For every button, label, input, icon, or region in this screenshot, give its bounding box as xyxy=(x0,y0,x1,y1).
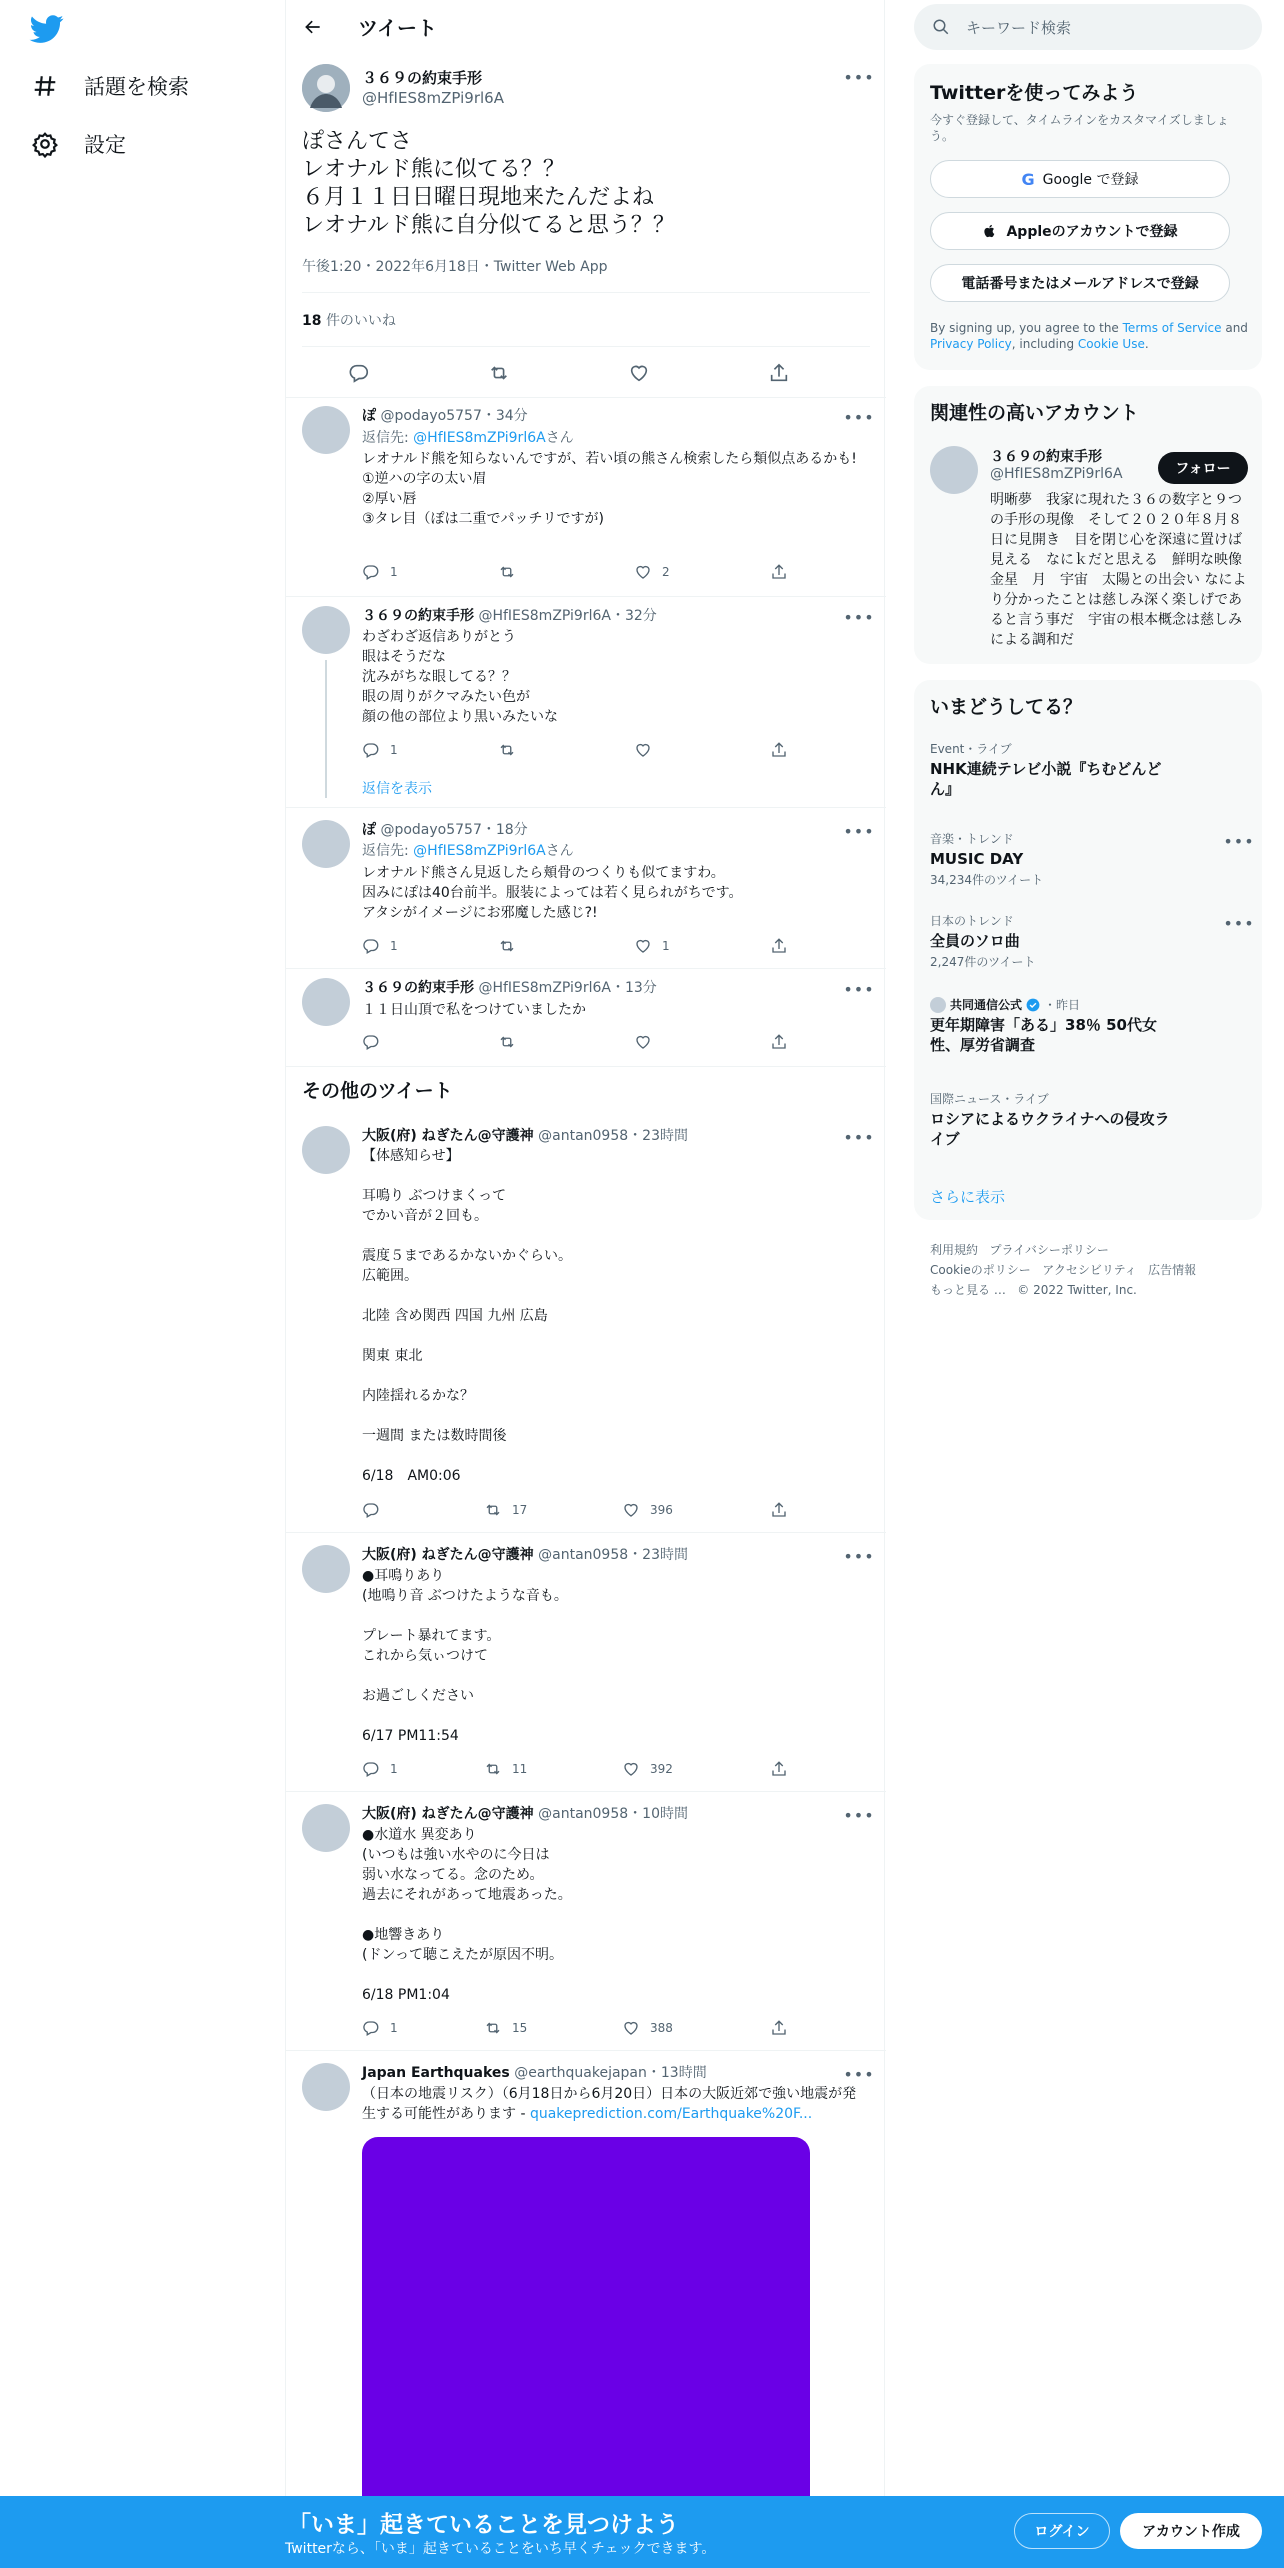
phone-email-signup-button[interactable] xyxy=(930,264,1230,302)
more-icon: ••• xyxy=(1223,913,1255,933)
like-count: 396 xyxy=(650,1503,673,1517)
retweet-icon xyxy=(498,563,516,581)
more-options-button[interactable] xyxy=(1223,912,1255,934)
tweet-link[interactable]: quakeprediction.com/Earthquake%20F... xyxy=(529,2106,813,2122)
heart-icon xyxy=(622,1760,640,1778)
replying-to-suffix: さん xyxy=(545,430,574,446)
more-options-button[interactable] xyxy=(843,978,875,1000)
twitter-logo-icon[interactable] xyxy=(30,12,66,48)
like-button[interactable] xyxy=(634,563,670,581)
more-options-button[interactable] xyxy=(843,1804,875,1826)
divider xyxy=(302,346,870,347)
retweet-icon xyxy=(484,1501,502,1519)
replying-to-prefix: 返信先: xyxy=(362,430,414,446)
thread-line xyxy=(325,660,327,798)
reply-count: 1 xyxy=(390,565,398,579)
retweet-button[interactable] xyxy=(498,563,526,581)
tweet-time[interactable]: ・23時間 xyxy=(628,1128,688,1144)
retweet-icon xyxy=(498,741,516,759)
reply-icon xyxy=(362,1033,380,1051)
trends-title: いまどうしてる？ xyxy=(930,696,1083,718)
page-title: ツイート xyxy=(358,16,437,40)
like-button[interactable] xyxy=(622,2019,673,2037)
tweet-author-handle[interactable]: @HfIES8mZPi9rl6A xyxy=(362,89,504,107)
likes-label: 件のいいね xyxy=(325,313,396,329)
avatar[interactable] xyxy=(302,606,350,654)
tweet-text xyxy=(362,2084,862,2124)
avatar[interactable] xyxy=(302,978,350,1026)
heart-icon xyxy=(634,741,652,759)
reply-author-handle[interactable]: @HfIES8mZPi9rl6A xyxy=(478,608,611,624)
retweet-button[interactable] xyxy=(498,741,526,759)
bottom-bar-title: 「いま」起きていることを見つけよう xyxy=(288,2512,679,2538)
retweet-button[interactable] xyxy=(484,1501,527,1519)
reply-author-handle[interactable]: @podayo5757 xyxy=(380,408,482,424)
retweet-button[interactable] xyxy=(498,1033,526,1051)
share-icon xyxy=(770,563,788,581)
bottom-signup-bar xyxy=(0,2496,1284,2568)
reply-icon xyxy=(362,563,380,581)
nav-explore-label: 話題を検索 xyxy=(84,75,189,99)
tweet-author-handle[interactable]: @antan0958 xyxy=(538,1806,629,1822)
more-icon: ••• xyxy=(843,1546,875,1566)
back-button[interactable] xyxy=(298,12,328,42)
more-icon: ••• xyxy=(843,67,875,87)
tweet-author-name[interactable]: 大阪(府) ねぎたん@守護神 xyxy=(362,1547,534,1563)
login-button[interactable]: ログイン xyxy=(1014,2513,1110,2549)
reply-count: 1 xyxy=(390,1762,398,1776)
reply-author-name[interactable]: ぽ xyxy=(362,822,376,838)
reply-action-bar xyxy=(362,934,862,958)
more-options-button[interactable] xyxy=(843,820,875,842)
related-accounts-card xyxy=(914,386,1262,664)
reply-time[interactable]: ・13分 xyxy=(610,980,657,996)
like-button[interactable] xyxy=(634,1033,662,1051)
related-bio: 明晰夢 我家に現れた３６の数字と９つの手形の現像 そして２０２０年８月８日に見開き 目を閉じ心を深遠に置けば見える なにｋだと思える 鮮明な映像 金星 月 宇宙 太陽との出会い なにより分かったことは慈しみ深く楽しげであると言う事だ 宇宙の根本概念は慈しみによる調和だ xyxy=(990,492,1256,648)
divider xyxy=(286,2050,886,2051)
share-button[interactable] xyxy=(768,362,790,384)
apple-signup-button[interactable] xyxy=(930,212,1230,250)
like-count: 392 xyxy=(650,1762,673,1776)
reply-author-name[interactable]: ３６９の約束手形 xyxy=(362,980,474,996)
heart-icon xyxy=(622,1501,640,1519)
more-icon: ••• xyxy=(843,1127,875,1147)
phone-email-signup-label: 電話番号またはメールアドレスで登録 xyxy=(961,276,1199,292)
tweet-header xyxy=(362,1545,688,1565)
reply-header xyxy=(362,978,657,998)
tweet-author-handle[interactable]: @antan0958 xyxy=(538,1547,629,1563)
like-count: 388 xyxy=(650,2021,673,2035)
more-icon: ••• xyxy=(843,407,875,427)
heart-icon xyxy=(634,937,652,955)
tweet-meta[interactable]: 午後1:20・2022年6月18日・Twitter Web App xyxy=(302,259,608,275)
retweet-button[interactable] xyxy=(488,362,510,384)
reply-author-name[interactable]: ぽ xyxy=(362,408,376,424)
more-options-button[interactable] xyxy=(843,406,875,428)
terms-including: , including xyxy=(1011,337,1078,351)
retweet-button[interactable] xyxy=(484,1760,527,1778)
gear-icon xyxy=(32,131,58,157)
avatar[interactable] xyxy=(302,1126,350,1174)
nav-settings-label: 設定 xyxy=(84,133,126,157)
more-icon: ••• xyxy=(843,2064,875,2084)
footer-terms-link[interactable]: 利用規約 xyxy=(930,1243,979,1257)
avatar[interactable] xyxy=(302,1545,350,1593)
more-icon: ••• xyxy=(843,821,875,841)
tweet-text-line: レオナルド熊に似てる？？ xyxy=(302,157,565,182)
like-button[interactable] xyxy=(622,1760,673,1778)
footer-cookie-link[interactable]: Cookieのポリシー xyxy=(930,1263,1031,1277)
like-button[interactable] xyxy=(634,741,662,759)
reply-button[interactable] xyxy=(348,362,370,384)
share-button[interactable] xyxy=(770,1760,788,1778)
footer-ads-link[interactable]: 広告情報 xyxy=(1148,1263,1197,1277)
replying-to xyxy=(362,841,574,861)
tweet-action-bar xyxy=(362,2016,862,2040)
avatar[interactable] xyxy=(302,64,350,112)
tweet-action-bar xyxy=(362,1757,862,1781)
show-replies-link[interactable]: 返信を表示 xyxy=(362,781,432,797)
page-header xyxy=(286,0,886,53)
avatar[interactable] xyxy=(302,2063,350,2111)
replying-to-link[interactable]: @HfIES8mZPi9rl6A xyxy=(413,430,546,446)
retweet-count: 17 xyxy=(512,1503,528,1517)
share-button[interactable] xyxy=(770,563,788,581)
terms-and: and xyxy=(1221,321,1248,335)
share-icon xyxy=(770,1760,788,1778)
like-button[interactable] xyxy=(628,362,650,384)
share-button[interactable] xyxy=(770,1501,788,1519)
footer-more-link[interactable]: もっと見る … xyxy=(930,1283,1006,1297)
bottom-bar-subtitle: Twitterなら、「いま」起きていることをいち早くチェックできます。 xyxy=(285,2541,716,2557)
divider xyxy=(286,1532,886,1533)
more-icon: ••• xyxy=(843,1805,875,1825)
reply-author-name[interactable]: ３６９の約束手形 xyxy=(362,608,474,624)
reply-icon xyxy=(362,2019,380,2037)
retweet-icon xyxy=(488,362,510,384)
replying-to xyxy=(362,428,574,448)
nav-explore[interactable] xyxy=(32,64,189,108)
like-button[interactable] xyxy=(622,1501,673,1519)
divider xyxy=(286,968,886,969)
tweet-action-bar xyxy=(362,1498,862,1522)
tweet-text: ●水道水 異変あり (いつもは強い水やのに今日は 弱い水なってる。念のため。 過去にそれがあって地震あった。 ●地響きあり (ドンって聴こえたが原因不明。 6/18 PM1:04 xyxy=(362,1827,572,2003)
reply-text: レオナルド熊を知らないんですが、若い頃の熊さん検索したら類似点あるかも! ①逆ハの字の太い眉 ②厚い唇 ③タレ目（ぽは二重でパッチリですが) xyxy=(362,451,857,527)
trend-count: 34,234件のツイート xyxy=(930,873,1044,887)
avatar[interactable] xyxy=(302,820,350,868)
heart-icon xyxy=(634,563,652,581)
avatar[interactable] xyxy=(302,1804,350,1852)
more-icon: ••• xyxy=(843,607,875,627)
reply-author-handle[interactable]: @podayo5757 xyxy=(380,822,482,838)
tweet-text-line: レオナルド熊に自分似てると思う？？ xyxy=(302,213,675,238)
search-input[interactable]: キーワード検索 xyxy=(966,18,1072,37)
tweet-time[interactable]: ・13時間 xyxy=(646,2065,707,2081)
tweet-author-name[interactable]: 大阪(府) ねぎたん@守護神 xyxy=(362,1128,534,1144)
signup-card xyxy=(914,64,1262,370)
more-options-button[interactable] xyxy=(843,606,875,628)
trend-category: 日本のトレンド xyxy=(930,914,1014,928)
tweet-text: ●耳鳴りあり (地鳴り音 ぶつけたような音も。 プレート暴れてます。 これから気ぃつけて お過ごしください 6/17 PM11:54 xyxy=(362,1568,568,1744)
tweet-header xyxy=(362,1804,688,1824)
reply-text: １１日山頂で私をつけていましたか xyxy=(362,1002,586,1018)
show-more-link[interactable]: さらに表示 xyxy=(930,1188,1006,1206)
trend-item[interactable] xyxy=(930,912,1255,970)
trend-title: 全員のソロ曲 xyxy=(930,932,1020,950)
reply-text: わざわざ返信ありがとう 眼はそうだな 沈みがちな眼してる？？ 眼の周りがクマみたい色が 顔の他の部位より黒いみたいな xyxy=(362,629,558,725)
reply-text: レオナルド熊さん見返したら頬骨のつくりも似てますわ。 因みにぽは40台前半。服装によっては若く見られがちです。 アタシがイメージにお邪魔した感じ?! xyxy=(362,865,743,921)
replying-to-link[interactable]: @HfIES8mZPi9rl6A xyxy=(413,843,546,859)
reply-action-bar xyxy=(362,1030,862,1054)
tweet-author-handle[interactable]: @antan0958 xyxy=(538,1128,629,1144)
trends-card xyxy=(914,680,1262,1220)
reply-button[interactable] xyxy=(362,937,398,955)
reply-button[interactable] xyxy=(362,1501,390,1519)
share-button[interactable] xyxy=(770,2019,788,2037)
apple-icon xyxy=(982,223,998,239)
tweet-text-line: ６月１１日日曜日現地来たんだよね xyxy=(302,185,655,210)
footer-links xyxy=(930,1240,1250,1300)
reply-icon xyxy=(348,362,370,384)
more-options-button[interactable] xyxy=(843,66,875,88)
heart-icon xyxy=(634,1033,652,1051)
tweet-text: 【体感知らせ】 耳鳴り ぶつけまくって でかい音が２回も。 震度５まであるかないかぐらい。 広範囲。 北陸 含め関西 四国 九州 広島 関東 東北 内陸揺れるかな？ 一週間 または数時間後 6/18 AM0:06 xyxy=(362,1148,572,1484)
retweet-icon xyxy=(484,1760,502,1778)
reply-count: 1 xyxy=(390,743,398,757)
reply-icon xyxy=(362,937,380,955)
reply-icon xyxy=(362,1501,380,1519)
tweet-author-handle[interactable]: @earthquakejapan xyxy=(514,2065,647,2081)
tweet-author-name[interactable]: Japan Earthquakes xyxy=(362,2065,510,2081)
like-button[interactable] xyxy=(634,937,670,955)
google-signup-button[interactable] xyxy=(930,160,1230,198)
nav-settings[interactable] xyxy=(32,122,126,166)
arrow-left-icon xyxy=(303,17,323,37)
reply-time[interactable]: ・18分 xyxy=(481,822,528,838)
trend-category: Event・ライブ xyxy=(930,742,1012,756)
more-icon: ••• xyxy=(1223,831,1255,851)
terms-period: . xyxy=(1144,337,1149,351)
retweet-icon xyxy=(498,937,516,955)
trend-title: 更年期障害「ある」38％ 50代女性、厚労省調査 xyxy=(930,1016,1157,1054)
related-title: 関連性の高いアカウント xyxy=(930,402,1139,424)
retweet-icon xyxy=(484,2019,502,2037)
trend-item[interactable] xyxy=(930,996,1250,1055)
tweet-author-name[interactable]: 大阪(府) ねぎたん@守護神 xyxy=(362,1806,534,1822)
source-avatar xyxy=(930,997,946,1013)
retweet-count: 15 xyxy=(512,2021,528,2035)
trend-count: 2,247件のツイート xyxy=(930,955,1036,969)
trend-category: 共同通信公式 xyxy=(950,998,1023,1012)
retweet-icon xyxy=(498,1033,516,1051)
tweet-time[interactable]: ・10時間 xyxy=(628,1806,688,1822)
divider xyxy=(286,596,886,597)
reply-action-bar xyxy=(362,560,862,584)
reply-icon xyxy=(362,1760,380,1778)
share-icon xyxy=(770,937,788,955)
cookie-link[interactable]: Cookie Use xyxy=(1077,337,1145,351)
trend-item[interactable] xyxy=(930,740,1250,799)
divider xyxy=(286,397,886,398)
tweet-author-name[interactable]: ３６９の約束手形 xyxy=(362,69,483,87)
share-icon xyxy=(770,2019,788,2037)
trend-time: ・昨日 xyxy=(1044,998,1081,1012)
signup-subtitle: 今すぐ登録して、タイムラインをカスタマイズしましょう。 xyxy=(930,113,1229,143)
trend-title: ロシアによるウクライナへの侵攻ライブ xyxy=(930,1110,1170,1148)
more-options-button[interactable] xyxy=(843,2063,875,2085)
privacy-link[interactable]: Privacy Policy xyxy=(930,337,1012,351)
reply-action-bar xyxy=(362,738,862,762)
more-tweets-heading: その他のツイート xyxy=(302,1080,453,1102)
share-button[interactable] xyxy=(770,937,788,955)
create-account-button[interactable]: アカウント作成 xyxy=(1120,2513,1262,2549)
signup-title: Twitterを使ってみよう xyxy=(930,82,1139,104)
signup-terms xyxy=(930,320,1250,352)
replying-to-prefix: 返信先: xyxy=(362,843,414,859)
tweet-text-line: ぽさんてさ xyxy=(302,129,413,154)
footer-copyright: © 2022 Twitter, Inc. xyxy=(1017,1283,1137,1297)
reply-button[interactable] xyxy=(362,1760,398,1778)
trend-category: 国際ニュース・ライブ xyxy=(930,1092,1049,1106)
terms-link[interactable]: Terms of Service xyxy=(1122,321,1222,335)
trend-item[interactable] xyxy=(930,1090,1250,1149)
reply-icon xyxy=(362,741,380,759)
reply-author-handle[interactable]: @HfIES8mZPi9rl6A xyxy=(478,980,611,996)
footer-privacy-link[interactable]: プライバシーポリシー xyxy=(989,1243,1109,1257)
divider xyxy=(286,1066,886,1067)
terms-prefix: By signing up, you agree to the xyxy=(930,321,1123,335)
reply-time[interactable]: ・32分 xyxy=(610,608,657,624)
avatar[interactable] xyxy=(302,406,350,454)
like-count: 2 xyxy=(662,565,670,579)
trend-source xyxy=(930,996,1250,1013)
apple-signup-label: Appleのアカウントで登録 xyxy=(1006,224,1178,240)
reply-time[interactable]: ・34分 xyxy=(481,408,528,424)
reply-button[interactable] xyxy=(362,1033,390,1051)
tweet-text-body: （日本の地震リスク）（6月18日から6月20日）日本の大阪近郊で強い地震が発生する可能性があります - xyxy=(362,2086,857,2122)
divider xyxy=(302,292,870,293)
google-icon: G xyxy=(1021,169,1035,189)
heart-icon xyxy=(622,2019,640,2037)
divider xyxy=(286,807,886,808)
verified-icon xyxy=(1026,998,1040,1012)
share-icon xyxy=(770,1033,788,1051)
media-image[interactable] xyxy=(362,2137,810,2496)
related-name[interactable]: ３６９の約束手形 xyxy=(990,449,1102,465)
divider xyxy=(286,1791,886,1792)
tweet-action-bar xyxy=(302,352,870,396)
reply-header xyxy=(362,406,528,426)
more-options-button[interactable] xyxy=(1223,830,1255,852)
main-column xyxy=(285,0,885,2568)
related-handle[interactable]: @HfIES8mZPi9rl6A xyxy=(990,466,1123,482)
share-icon xyxy=(770,741,788,759)
likes-count: 18 xyxy=(302,313,322,329)
trend-title: MUSIC DAY xyxy=(930,850,1024,868)
reply-button[interactable] xyxy=(362,563,398,581)
avatar[interactable] xyxy=(930,446,978,494)
search-icon xyxy=(932,18,950,36)
share-button[interactable] xyxy=(770,741,788,759)
likes-stat[interactable] xyxy=(302,310,396,330)
replying-to-suffix: さん xyxy=(545,843,574,859)
trend-item[interactable] xyxy=(930,830,1255,888)
reply-button[interactable] xyxy=(362,741,398,759)
share-icon xyxy=(768,362,790,384)
heart-icon xyxy=(628,362,650,384)
tweet-header xyxy=(362,1126,688,1146)
share-icon xyxy=(770,1501,788,1519)
reply-button[interactable] xyxy=(362,2019,398,2037)
like-count: 1 xyxy=(662,939,670,953)
retweet-count: 11 xyxy=(512,1762,528,1776)
reply-header xyxy=(362,606,657,626)
tweet-text xyxy=(302,128,675,240)
reply-count: 1 xyxy=(390,939,398,953)
follow-button[interactable]: フォロー xyxy=(1158,452,1248,484)
footer-accessibility-link[interactable]: アクセシビリティ xyxy=(1042,1263,1137,1277)
left-nav xyxy=(0,0,285,2568)
more-options-button[interactable] xyxy=(843,1545,875,1567)
reply-count: 1 xyxy=(390,2021,398,2035)
tweet-header xyxy=(362,2063,707,2083)
google-signup-label: Google で登録 xyxy=(1042,172,1139,188)
share-button[interactable] xyxy=(770,1033,788,1051)
retweet-button[interactable] xyxy=(484,2019,527,2037)
retweet-button[interactable] xyxy=(498,937,526,955)
more-icon: ••• xyxy=(843,979,875,999)
reply-header xyxy=(362,820,528,840)
trend-title: NHK連続テレビ小説『ちむどんどん』 xyxy=(930,760,1162,798)
trend-category: 音楽・トレンド xyxy=(930,832,1014,846)
search-box[interactable] xyxy=(914,4,1262,50)
hashtag-icon xyxy=(32,73,58,99)
more-options-button[interactable] xyxy=(843,1126,875,1148)
tweet-time[interactable]: ・23時間 xyxy=(628,1547,688,1563)
